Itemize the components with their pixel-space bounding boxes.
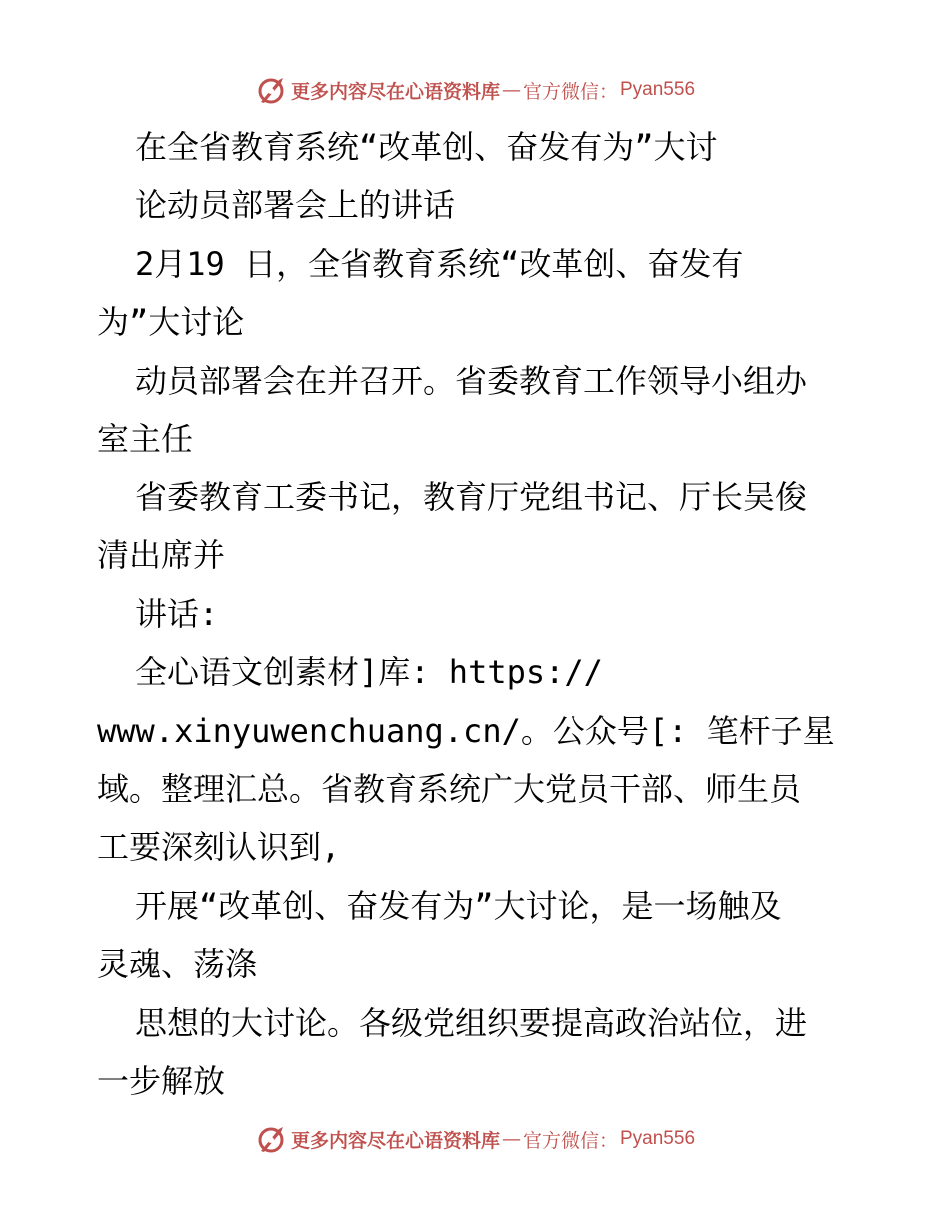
- footer-wechat-id: Pyan556: [620, 1128, 696, 1149]
- text-line: 省委教育工委书记，教育厅党组书记、厅长吴俊: [135, 478, 808, 516]
- text-line: 为”大讨论: [97, 303, 245, 341]
- text-line: 域。整理汇总。省教育系统广大党员干部、师生员: [97, 770, 802, 808]
- header-brand-text: 更多内容尽在心语资料库: [290, 80, 500, 103]
- text-line: 灵魂、荡涤: [97, 945, 258, 983]
- quill-pen-logo-icon: [255, 74, 287, 106]
- header-banner: [0, 70, 950, 110]
- header-wechat-label: 官方微信：: [522, 80, 618, 103]
- text-line: 全心语文创素材]库: https://: [135, 653, 603, 691]
- text-line: 清出席并: [97, 536, 226, 574]
- text-line: 室主任: [97, 420, 194, 458]
- text-line: 开展“改革创、奋发有为”大讨论，是一场触及: [135, 887, 782, 925]
- text-line: 思想的大讨论。各级党组织要提高政治站位，进: [135, 1004, 808, 1042]
- text-line: 一步解放: [97, 1062, 226, 1100]
- text-line: www.xinyuwenchuang.cn/。公众号[: 笔杆子星: [97, 712, 835, 750]
- header-separator: —: [501, 79, 521, 101]
- text-line: 工要深刻认识到,: [97, 828, 341, 866]
- footer-separator: —: [501, 1128, 521, 1150]
- footer-wechat-label: 官方微信：: [522, 1129, 618, 1152]
- text-line: 论动员部署会上的讲话: [135, 186, 456, 224]
- footer-banner: [0, 1119, 950, 1159]
- text-line: 讲话:: [135, 595, 219, 633]
- text-line: 2月19 日，全省教育系统“改革创、奋发有: [135, 245, 744, 283]
- header-wechat-id: Pyan556: [620, 79, 696, 100]
- text-line: 动员部署会在并召开。省委教育工作领导小组办: [135, 362, 808, 400]
- text-line: 在全省教育系统“改革创、奋发有为”大讨: [135, 128, 718, 166]
- quill-pen-logo-icon: [255, 1123, 287, 1155]
- footer-brand-text: 更多内容尽在心语资料库: [290, 1129, 500, 1152]
